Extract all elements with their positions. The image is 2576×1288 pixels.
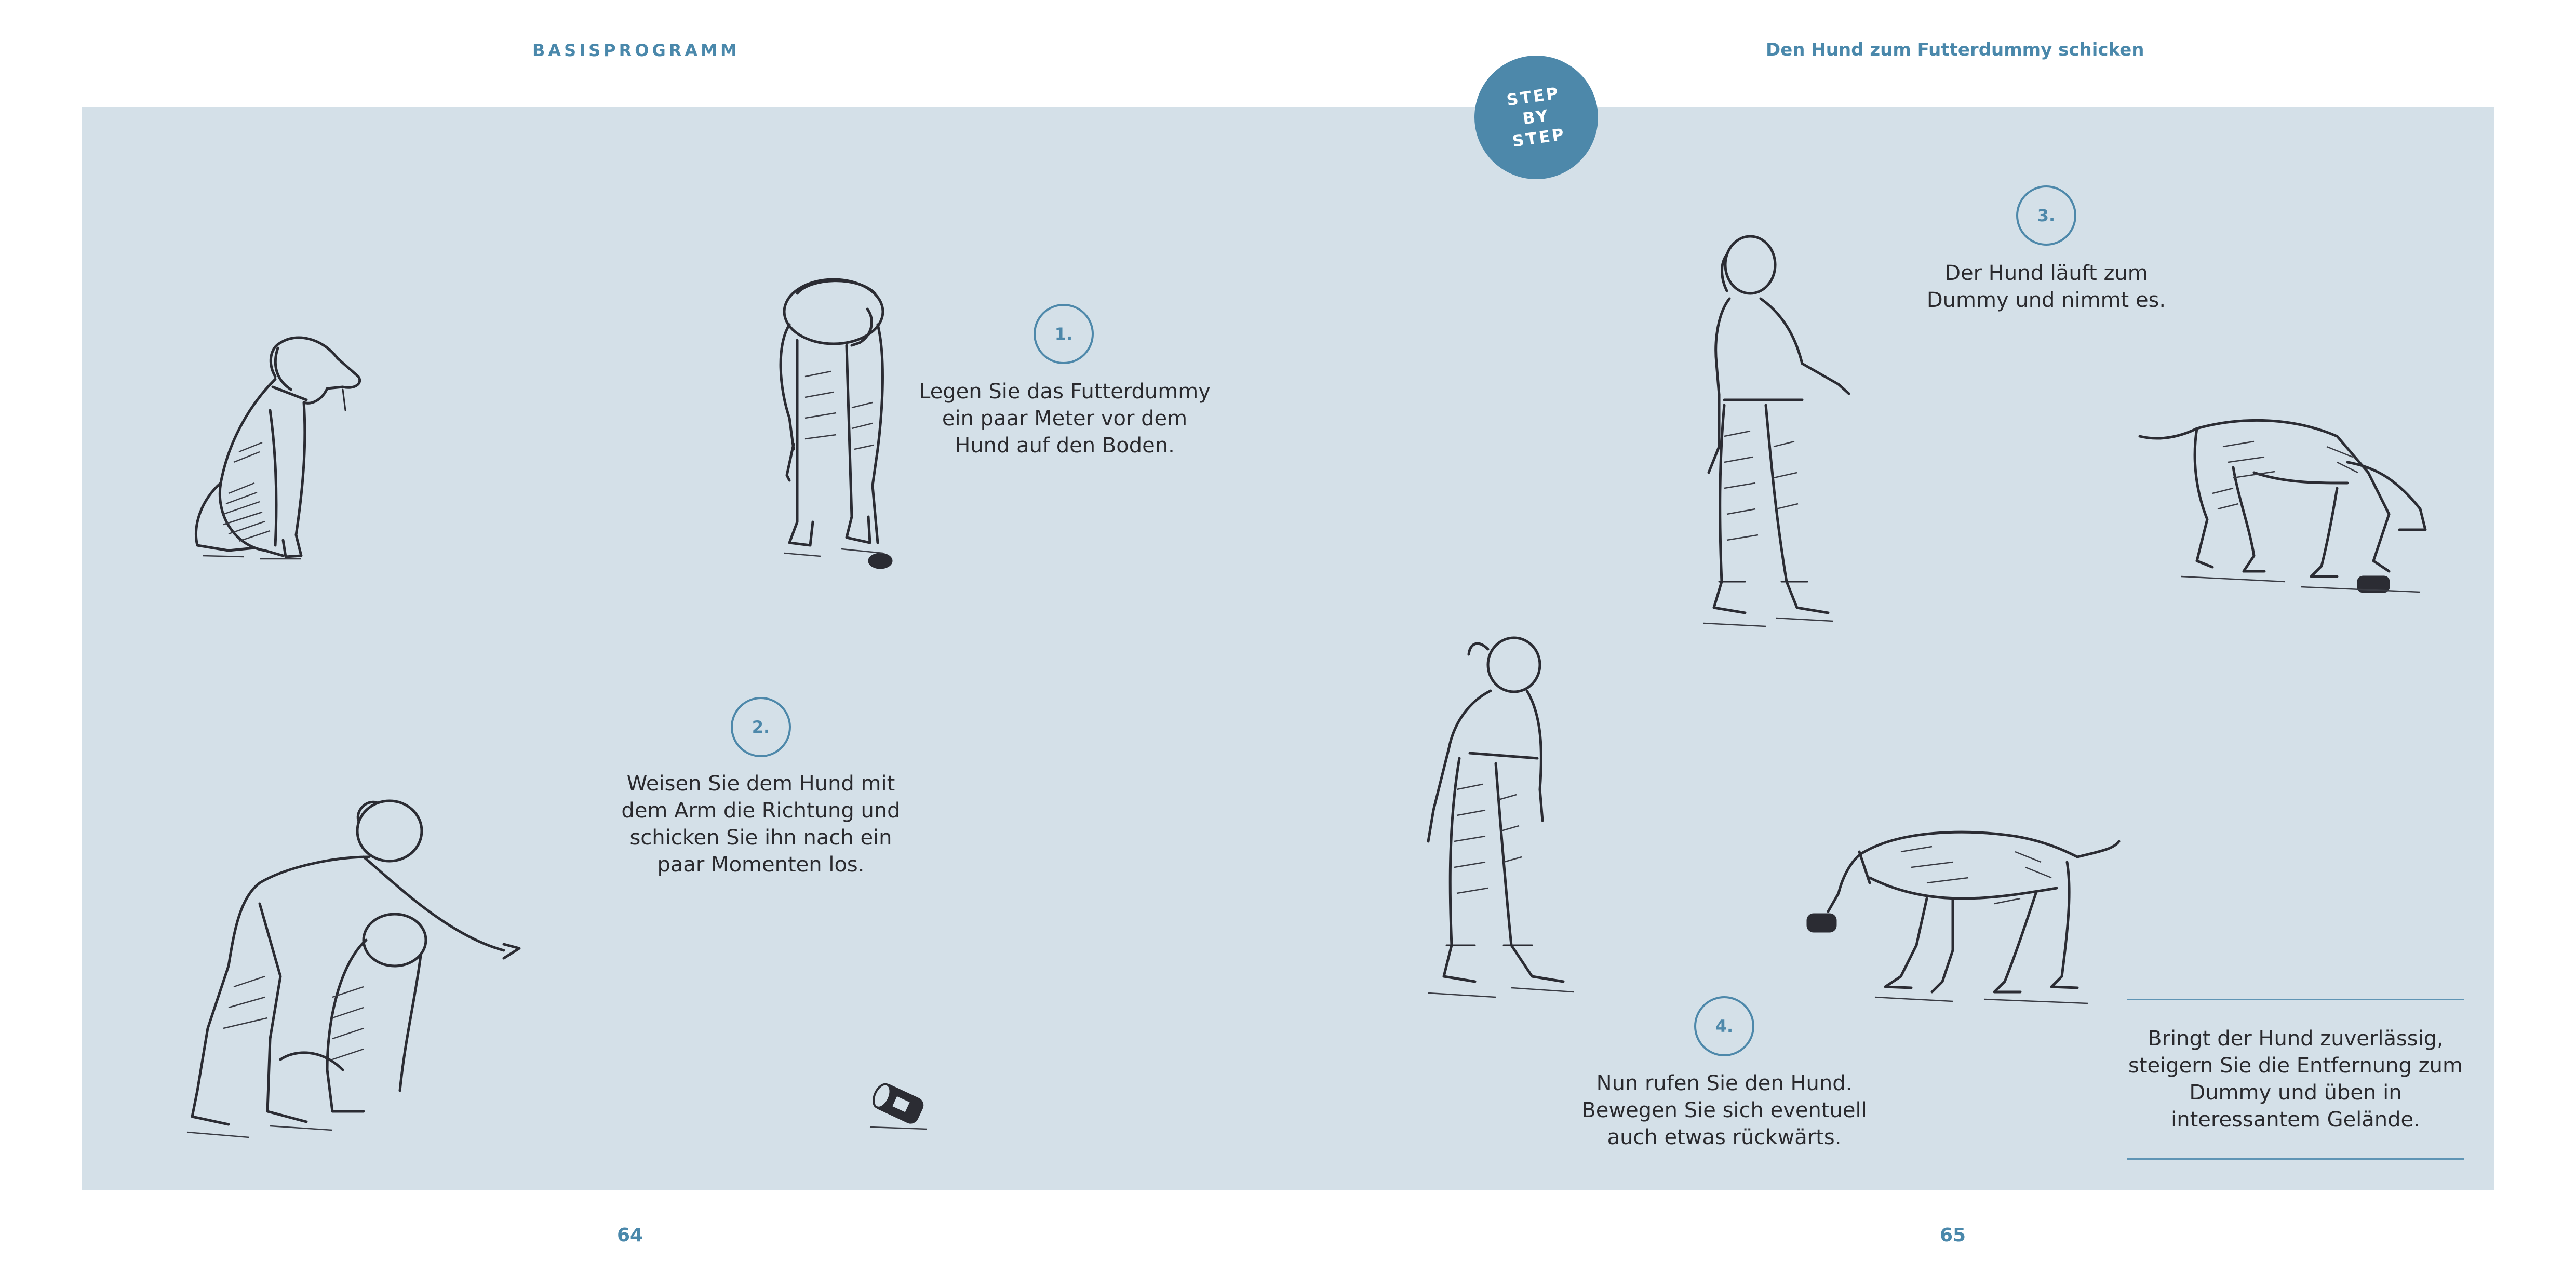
badge-line-1: STEP	[1505, 84, 1562, 110]
running-header-right: Den Hund zum Futterdummy schicken	[1766, 39, 2144, 60]
step-3-line-2: Dummy und nimmt es.	[1926, 288, 2166, 312]
step-4-line-1: Nun rufen Sie den Hund.	[1596, 1071, 1853, 1095]
tip-box	[2127, 999, 2464, 1160]
step-1-line-3: Hund auf den Boden.	[955, 434, 1175, 458]
step-4-number: 4.	[1694, 996, 1754, 1056]
page-number-left: 64	[617, 1225, 643, 1246]
page-number-right: 65	[1940, 1225, 1966, 1246]
step-1-line-1: Legen Sie das Futterdummy	[919, 380, 1211, 404]
badge-line-2: BY	[1521, 106, 1551, 129]
woman-calling-dog-illustration	[1392, 623, 1589, 1008]
tip-line-2: steigern Sie die Entfernung zum	[2128, 1054, 2463, 1078]
woman-placing-dummy-illustration	[748, 273, 914, 584]
tip-line-1: Bringt der Hund zuverlässig,	[2148, 1027, 2444, 1051]
sitting-dog-illustration	[171, 327, 369, 566]
tip-line-3: Dummy und üben in	[2189, 1081, 2402, 1105]
badge-line-3: STEP	[1511, 125, 1567, 151]
step-3-line-1: Der Hund läuft zum	[1944, 261, 2148, 285]
step-1-number: 1.	[1034, 304, 1094, 364]
step-2-number: 2.	[731, 697, 791, 757]
tip-line-4: interessantem Gelände.	[2171, 1108, 2420, 1132]
running-header-left: BASISPROGRAMM	[532, 41, 740, 60]
dog-returning-with-dummy-illustration	[1797, 821, 2129, 1013]
step-2-line-3: schicken Sie ihn nach ein	[629, 826, 892, 850]
food-dummy-illustration	[865, 1075, 932, 1132]
step-1-line-2: ein paar Meter vor dem	[942, 407, 1188, 431]
step-3-number: 3.	[2016, 185, 2076, 246]
step-2-line-4: paar Momenten los.	[657, 853, 865, 877]
step-2-line-2: dem Arm die Richtung und	[621, 799, 901, 823]
tip-text	[2127, 1000, 2464, 1133]
step-1-text	[906, 378, 1223, 459]
woman-pointing-illustration	[1662, 229, 1859, 634]
step-2-text	[605, 770, 917, 878]
step-4-line-3: auch etwas rückwärts.	[1607, 1125, 1842, 1149]
step-2-line-1: Weisen Sie dem Hund mit	[626, 772, 895, 796]
step-4-line-2: Bewegen Sie sich eventuell	[1581, 1098, 1867, 1122]
step-4-text	[1558, 1070, 1890, 1151]
dog-taking-dummy-illustration	[2129, 405, 2441, 623]
step-3-text	[1890, 260, 2202, 314]
woman-sending-dog-illustration	[177, 779, 530, 1143]
